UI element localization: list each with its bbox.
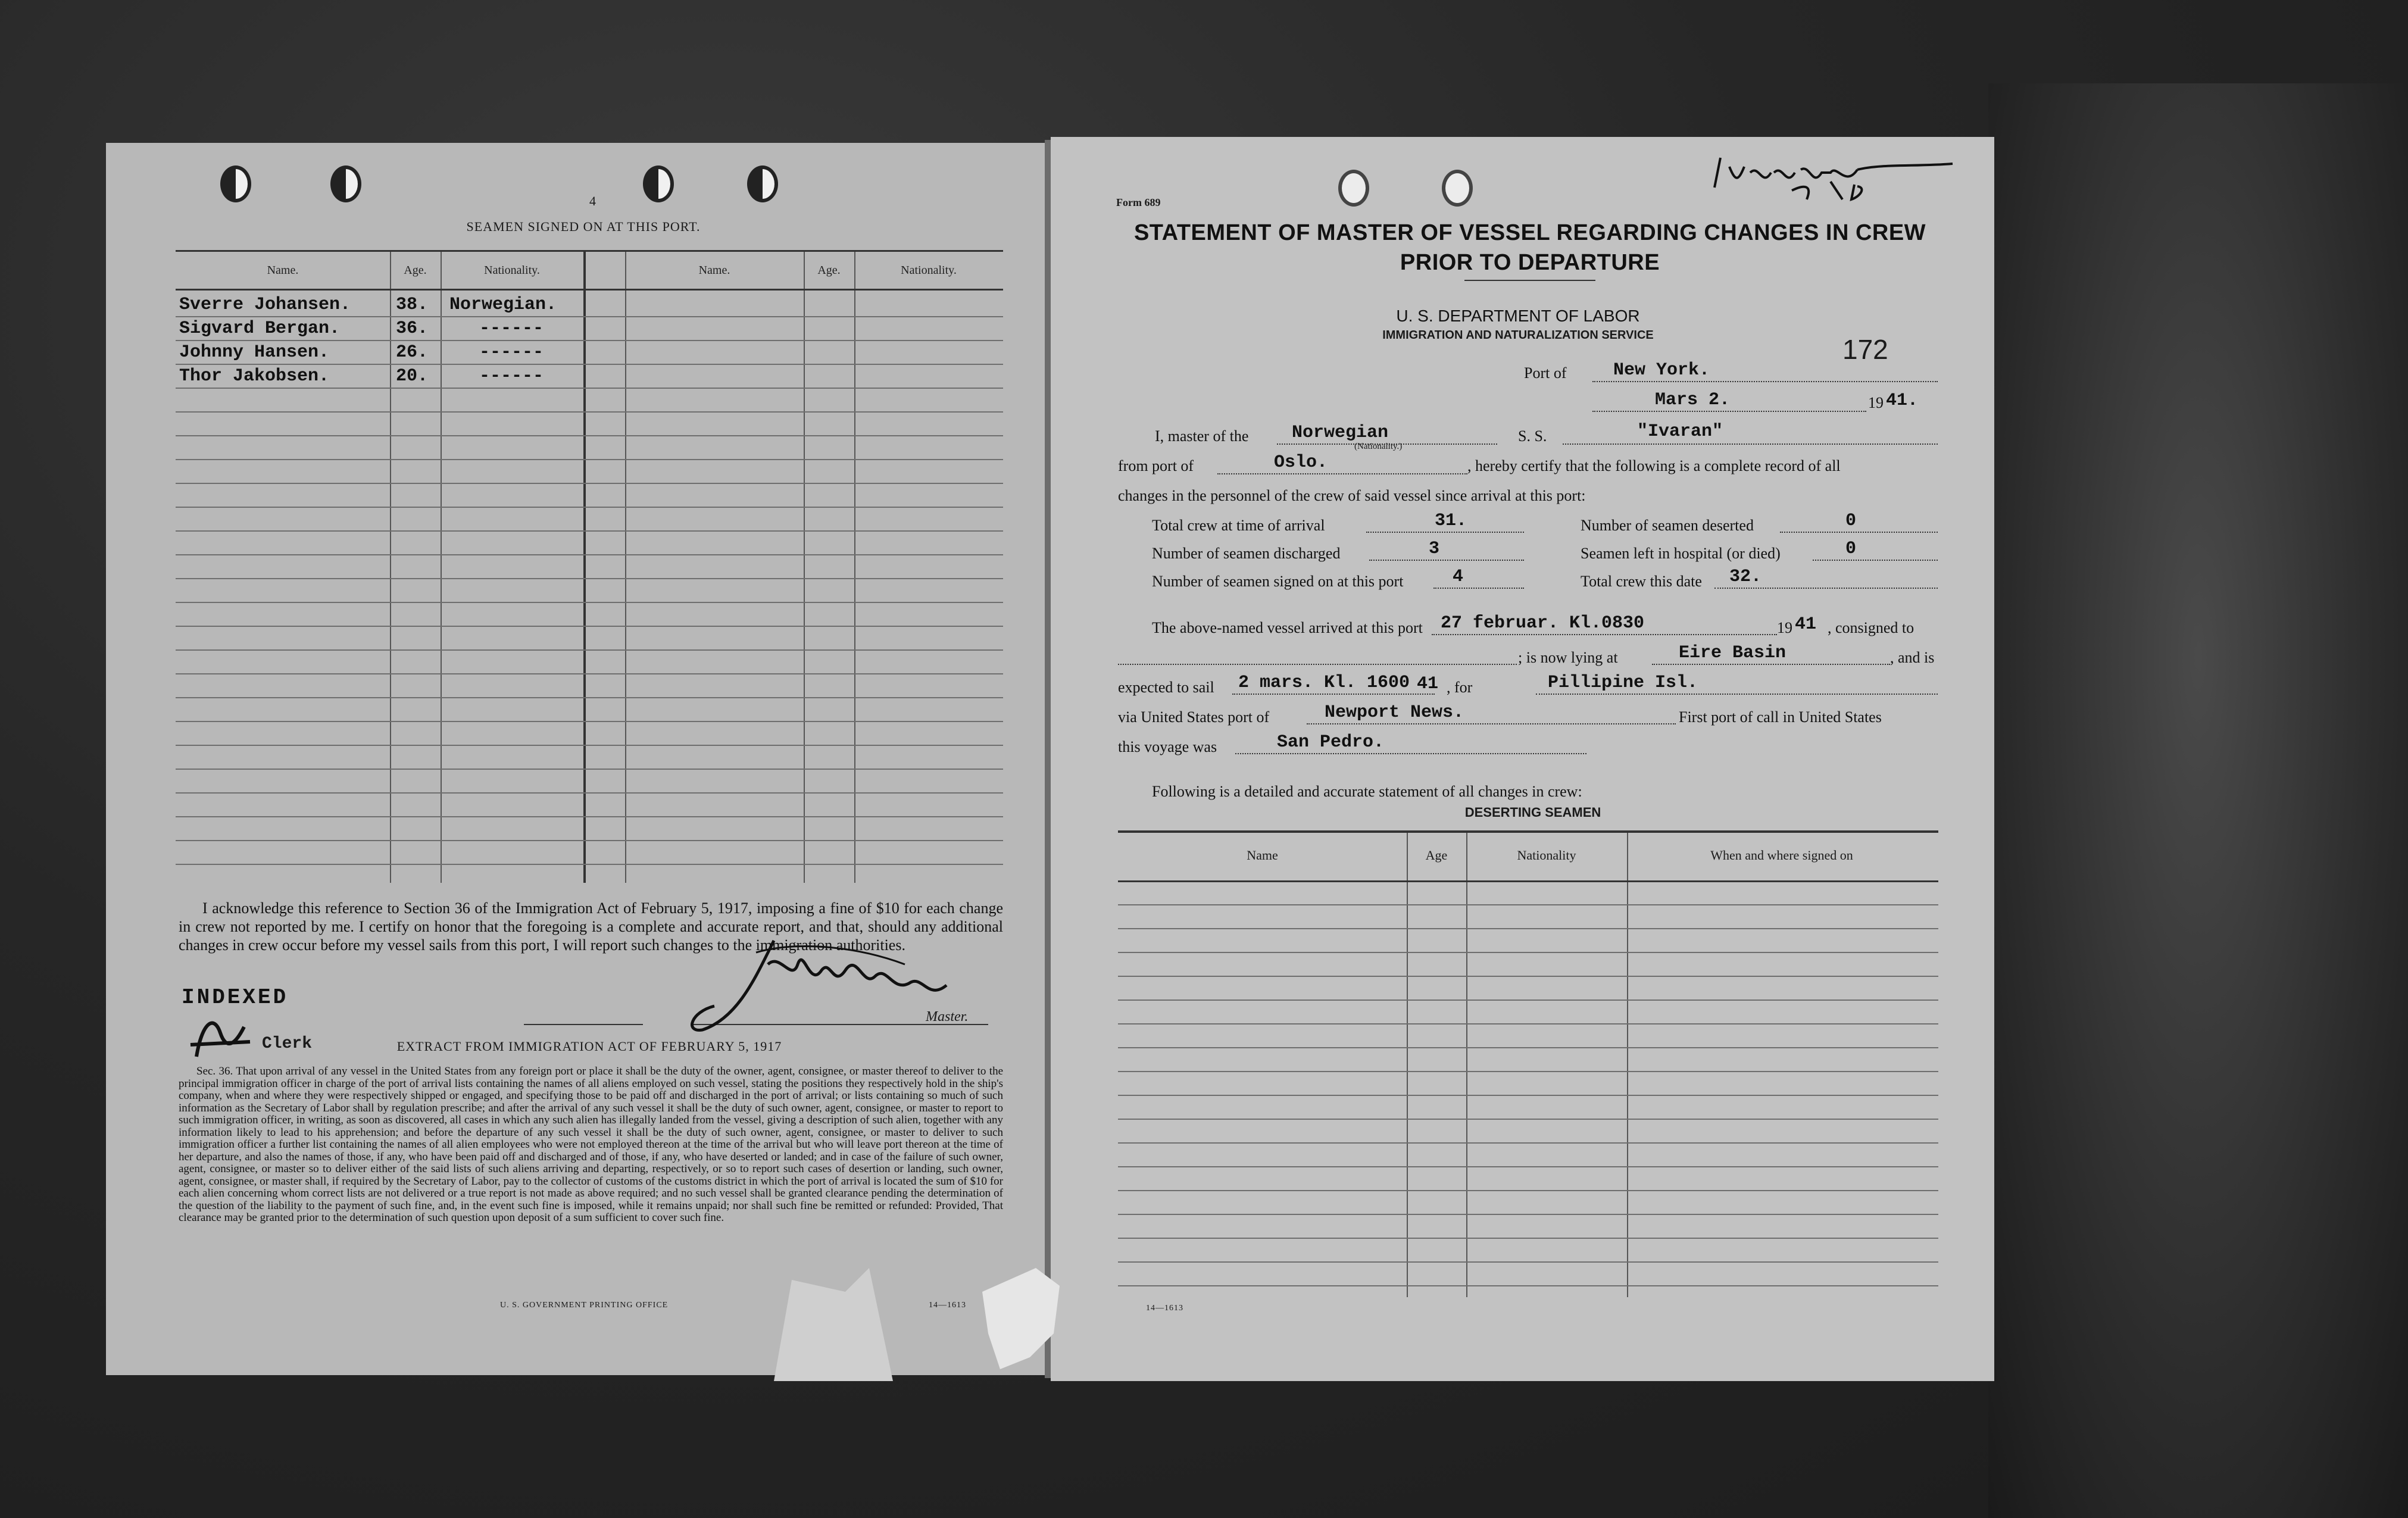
clerk-initials-signature [179,1009,274,1063]
vessel-name: "Ivaran" [1637,421,1723,442]
table-row [1118,1095,1938,1096]
table-row [176,816,1003,817]
column-header-nationality: Nationality. [901,264,957,277]
field-line [1536,694,1938,695]
table-divider [1407,833,1408,1297]
table-divider [583,252,586,883]
for-value: Pillipine Isl. [1548,673,1698,693]
master-of-label: I, master of the [1155,427,1249,445]
hospital-value: 0 [1845,539,1857,559]
handwritten-annotation [1703,140,1970,205]
for-label: , for [1447,679,1473,696]
acknowledgement-text: I acknowledge this reference to Section 36 of the Immigration Act of February 5, 1917, imposing a fine of $10 for each change in crew not reported by me. I certify on honor that the foregoing is a complete and accurate report, and that, should any additional changes in crew occur before my vessel sails from this port, I will report such changes to the immigration authorities. [179,899,1003,954]
table-row [176,673,1003,674]
seaman-name: Johnny Hansen. [179,342,330,363]
section-title: SEAMEN SIGNED ON AT THIS PORT. [466,219,701,234]
total-crew-arrival-label: Total crew at time of arrival [1152,517,1325,534]
field-line [1307,723,1676,724]
column-header-nationality: Nationality [1517,848,1576,863]
ss-label: S. S. [1518,427,1547,445]
law-text: Sec. 36. That upon arrival of any vessel in the United States from any foreign port or place it shall be the duty of the owner, agent, consignee, or master thereof to deliver to the principal immigration officer in charge of the port of arrival lists containing the names of all aliens employed on such vessel, stating the positions they respectively hold in the ship's company, when and where they were respectively shipped or engaged, and specifying those to be paid off and discharged in the port of arrival; or lists containing so much of such information as the Secretary of Labor shall by regulation prescribe; and after the arrival of any such vessel it shall be the duty of such owner, agent, consignee, or master to report to such immigration officer, in writing, as soon as discovered, all cases in which any such alien has illegally landed from the vessel, giving a description of such alien, together with any information likely to lead to his apprehension; and before the departure of any such vessel it shall be the duty of such owner, agent, consignee, or master to deliver to such immigration officer a further list containing the names of all alien employees who were not employed thereon at the time of the arrival but who will leave port thereon at the time of her departure, and also the names of those, if any, who have been paid off and discharged and of those, if any, who have deserted or landed; and in case of the failure of such owner, agent, consignee, or master so to deliver either of the said lists of such aliens arriving and departing, respectively, or so to report such cases of desertion or landing, such owner, agent, consignee, or master shall, if required by the Secretary of Labor, pay to the collector of customs of the customs district in which the port of arrival is located the sum of $10 for each alien concerning whom correct lists are not delivered or a true report is not made as above required; and no such vessel shall be granted clearance pending the determination of the question of the liability to the payment of such fine, and, in the event such fine is imposed, while it remains unpaid; nor shall such fine be remitted or refunded: Provided, That clearance may be granted prior to the determination of such question upon deposit of a sum sufficient to cover such fine. [179,1065,1003,1224]
arrived-value: 27 februar. Kl.0830 [1441,613,1645,633]
table-row [1118,904,1938,905]
master-signature [679,929,988,1048]
field-line [1813,560,1938,561]
signature-line [524,1024,643,1025]
column-header-age: Age. [404,264,427,277]
master-label: Master. [926,1009,969,1025]
header-rule [176,289,1003,291]
form-number: Form 689 [1116,196,1161,208]
port-line [1592,381,1938,382]
port-label: Port of [1524,364,1567,382]
scan-background-right [1988,83,2408,1518]
column-header-age: Age. [817,264,841,277]
hospital-label: Seamen left in hospital (or died) [1581,545,1781,562]
field-line [1235,753,1586,754]
table-row [176,602,1003,603]
torn-paper [774,1268,1107,1381]
document-number: 172 [1842,334,1888,365]
voyage-label: this voyage was [1118,738,1217,755]
column-header-name: Name. [267,264,299,277]
via-label: via United States port of [1118,708,1270,726]
table-row [1118,1214,1938,1215]
table-row [176,649,1003,651]
table-divider [1627,833,1628,1297]
field-line [1714,588,1938,589]
table-row [176,697,1003,698]
seaman-nationality: ------ [479,342,544,363]
discharged-label: Number of seamen discharged [1152,545,1341,562]
and-is-label: , and is [1890,649,1935,666]
table-row [1118,1142,1938,1144]
punch-hole [1338,170,1369,207]
deserting-title: DESERTING SEAMEN [1464,805,1601,820]
punch-hole [220,165,251,202]
discharged-value: 3 [1429,539,1440,559]
seaman-nationality: ------ [479,318,544,339]
seaman-nationality: Norwegian. [449,295,557,315]
table-row [176,721,1003,722]
changes-text: changes in the personnel of the crew of said vessel since arrival at this port: [1118,487,1586,504]
field-line [1433,588,1524,589]
port-value: New York. [1613,360,1710,380]
seaman-age: 38. [396,295,429,315]
table-divider [1466,833,1467,1297]
punch-hole [643,165,674,202]
table-row [176,388,1003,389]
table-row [176,316,1003,317]
table-row [1118,1285,1938,1286]
service-name: IMMIGRATION AND NATURALIZATION SERVICE [1382,329,1654,342]
table-row [176,578,1003,579]
seaman-age: 20. [396,366,429,386]
from-port-label: from port of [1118,457,1194,474]
table-row [176,364,1003,365]
seaman-nationality: ------ [479,366,544,386]
table-row [176,435,1003,436]
total-crew-date-value: 32. [1729,567,1762,587]
vessel-nationality: Norwegian [1292,423,1389,443]
table-row [176,411,1003,413]
table-row [1118,952,1938,953]
punch-hole [330,165,361,202]
table-row [176,459,1003,460]
seaman-name: Sverre Johansen. [179,295,351,315]
form-title-line1: STATEMENT OF MASTER OF VESSEL REGARDING CHANGES IN CREW [1133,220,1926,245]
lying-label: ; is now lying at [1518,649,1618,666]
seaman-name: Sigvard Bergan. [179,318,341,339]
arrived-year-prefix: 19 [1777,619,1792,636]
table-row [1118,1047,1938,1048]
title-underline [1464,280,1595,281]
table-row [1118,1238,1938,1239]
following-text: Following is a detailed and accurate statement of all changes in crew: [1152,783,1582,800]
punch-hole [747,165,778,202]
via-value: Newport News. [1325,702,1464,723]
year-value: 41. [1886,391,1919,411]
column-header-name: Name [1247,848,1278,863]
table-row [1118,928,1938,929]
column-header-name: Name. [698,264,730,277]
table-row [176,507,1003,508]
department-name: U. S. DEPARTMENT OF LABOR [1396,307,1640,325]
expected-year: 41 [1417,674,1439,694]
date-line [1592,411,1866,412]
signed-on-value: 4 [1453,567,1464,587]
table-row [1118,976,1938,977]
seaman-age: 36. [396,318,429,339]
table-divider [390,252,391,883]
table-divider [625,252,626,883]
column-header-signed-on: When and where signed on [1710,848,1853,863]
form-title-line2: PRIOR TO DEPARTURE [1400,250,1660,275]
year-prefix: 19 [1868,394,1884,411]
total-crew-arrival-value: 31. [1435,511,1467,531]
table-row [1118,1023,1938,1025]
table-row [176,864,1003,865]
seamen-signed-on-table [176,250,1003,883]
field-line [1366,532,1524,533]
table-row [176,792,1003,794]
table-row [176,626,1003,627]
table-divider [441,252,442,883]
table-row [1118,1190,1938,1191]
signed-on-label: Number of seamen signed on at this port [1152,573,1404,590]
consigned-line [1118,664,1517,665]
from-port-line [1217,473,1467,474]
deserted-value: 0 [1845,511,1857,531]
field-line [1780,532,1938,533]
table-row [176,483,1003,484]
table-row [1118,1119,1938,1120]
date-value: Mars 2. [1655,390,1731,410]
expected-label: expected to sail [1118,679,1214,696]
table-row [176,745,1003,746]
table-row [176,530,1003,532]
table-row [1118,999,1938,1001]
consigned-label: , consigned to [1828,619,1914,636]
voyage-value: San Pedro. [1277,732,1385,752]
vessel-line [1563,443,1938,445]
deserted-label: Number of seamen deserted [1581,517,1754,534]
column-header-age: Age [1425,848,1448,863]
punch-hole [1442,170,1473,207]
page-number: 4 [589,193,596,208]
form-footer: 14—1613 [1146,1304,1183,1313]
table-row [176,769,1003,770]
extract-title: EXTRACT FROM IMMIGRATION ACT OF FEBRUARY 5, 1917 [396,1039,782,1054]
field-line [1369,560,1524,561]
table-divider [854,252,855,883]
table-row [1118,1071,1938,1072]
table-row [1118,1261,1938,1263]
table-row [176,340,1003,341]
field-line [1652,664,1890,665]
table-row [176,554,1003,555]
seaman-age: 26. [396,342,429,363]
certify-text: , hereby certify that the following is a complete record of all [1467,457,1841,474]
deserting-seamen-table [1118,830,1938,1297]
total-crew-date-label: Total crew this date [1581,573,1702,590]
first-port-label: First port of call in United States [1679,708,1882,726]
arrived-year: 41 [1795,614,1817,635]
column-header-nationality: Nationality. [484,264,540,277]
indexed-stamp: INDEXED [182,985,289,1010]
nationality-caption: (Nationality.) [1354,442,1403,451]
seaman-name: Thor Jakobsen. [179,366,330,386]
printer-footer: U. S. GOVERNMENT PRINTING OFFICE [500,1301,669,1310]
arrived-label: The above-named vessel arrived at this port [1152,619,1423,636]
clerk-label: Clerk [262,1035,313,1053]
field-line [1432,634,1777,635]
field-line [1232,694,1435,695]
table-row [176,840,1003,841]
expected-value: 2 mars. Kl. 1600 [1238,673,1410,693]
table-row [1118,1166,1938,1167]
table-divider [804,252,805,883]
lying-value: Eire Basin [1679,643,1787,663]
header-rule [1118,880,1938,882]
form-footer: 14—1613 [929,1301,966,1310]
from-port-value: Oslo. [1274,452,1328,473]
